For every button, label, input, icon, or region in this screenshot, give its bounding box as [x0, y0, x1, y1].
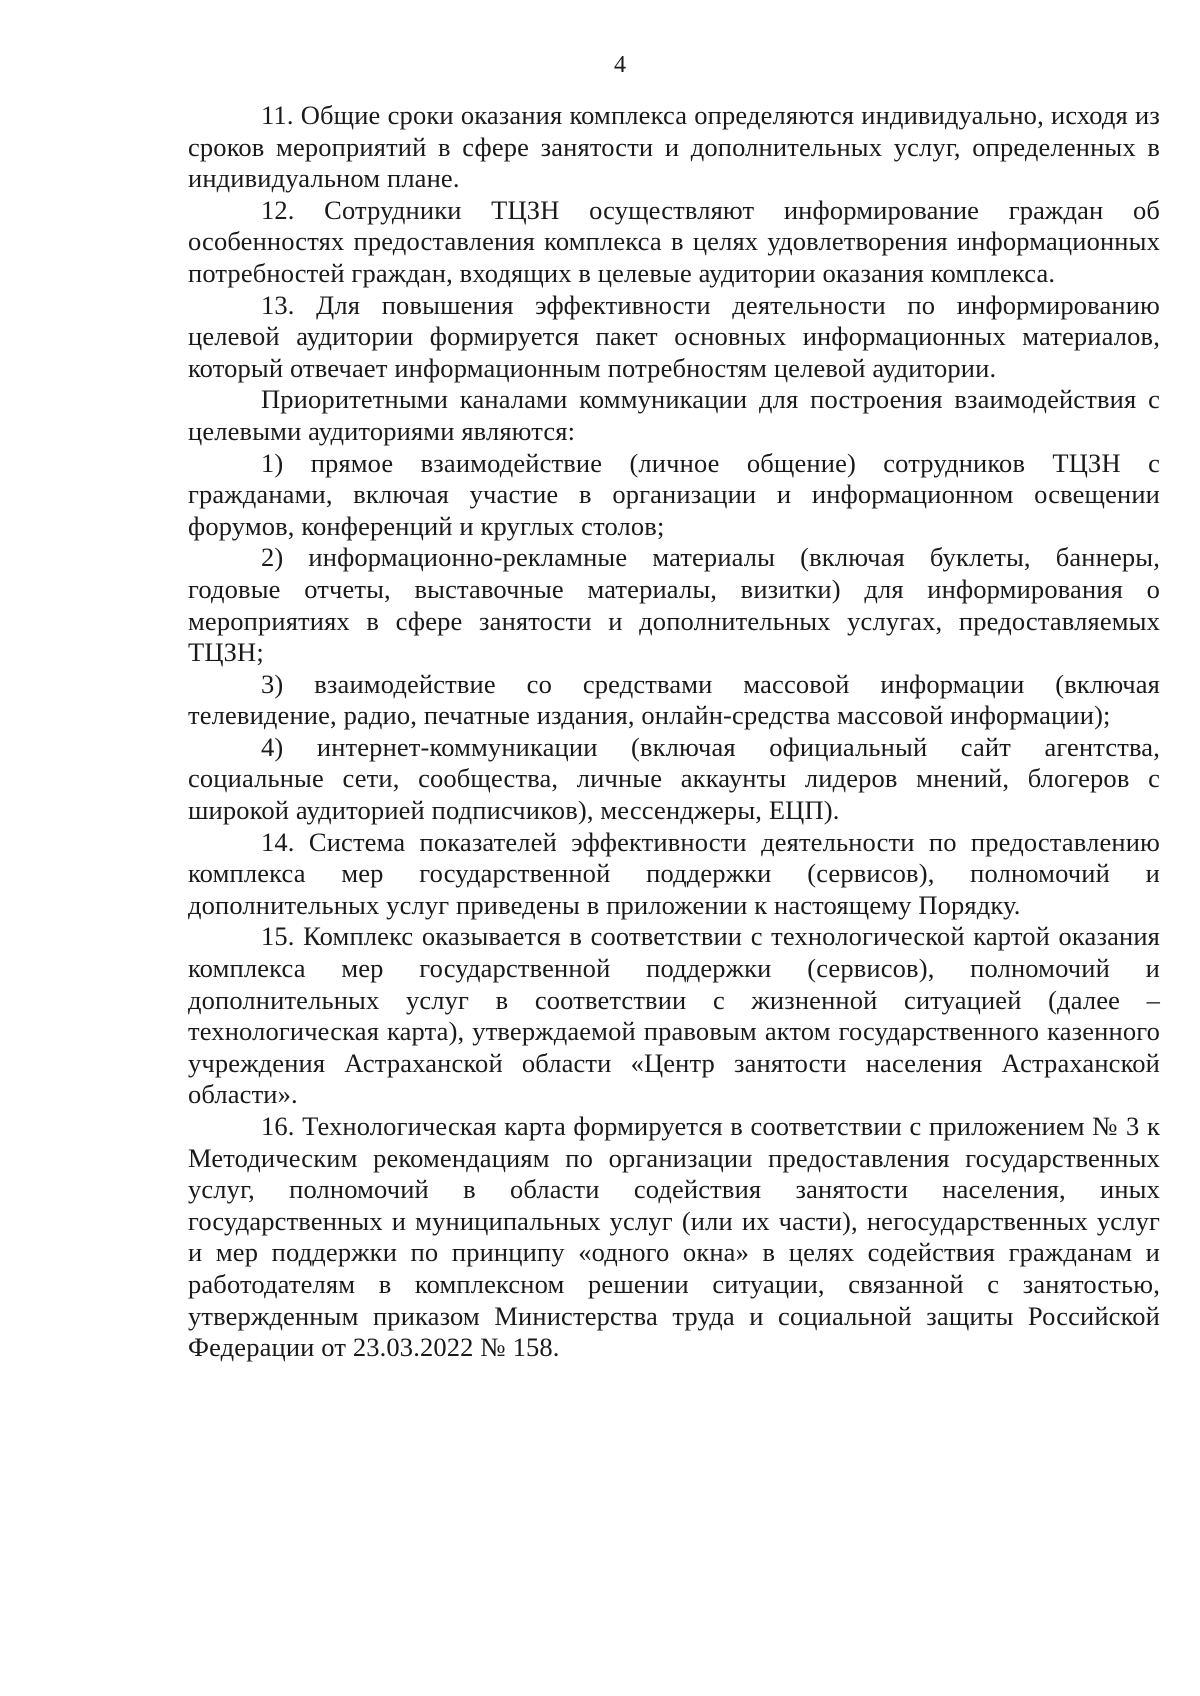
document-body — [188, 100, 1160, 1364]
paragraph-11-terms: 11. Общие сроки оказания комплекса определяются индивидуально, исходя из сроков мероприятий в сфере занятости и дополнительных услуг, определенных в индивидуальном плане. — [188, 100, 1160, 194]
page-number: 4 — [614, 52, 626, 78]
list-item-direct-interaction: 1) прямое взаимодействие (личное общение) сотрудников ТЦЗН с гражданами, включая участие в организации и информационном освещении форумов, конференций и круглых столов; — [188, 447, 1160, 541]
paragraph-16-tech-map-formation: 16. Технологическая карта формируется в соответствии с приложением № 3 к Методическим рекомендациям по организации предоставления государственных услуг, полномочий в области содействия занятости населения, иных государственных и муниципальных услуг (или их части), негосударственных услуг и мер поддержки по принципу «одного окна» в целях содействия гражданам и работодателям в комплексном решении ситуации, связанной с занятостью, утвержденным приказом Министерства труда и социальной защиты Российской Федерации от 23.03.2022 № 158. — [188, 1111, 1160, 1363]
list-item-mass-media: 3) взаимодействие со средствами массовой информации (включая телевидение, радио, печатные издания, онлайн-средства массовой информации); — [188, 668, 1160, 731]
paragraph-14-indicators: 14. Система показателей эффективности деятельности по предоставлению комплекса мер государственной поддержки (сервисов), полномочий и дополнительных услуг приведены в приложении к настоящему Порядку. — [188, 826, 1160, 920]
paragraph-15-tech-map: 15. Комплекс оказывается в соответствии с технологической картой оказания комплекса мер государственной поддержки (сервисов), полномочий и дополнительных услуг в соответствии с жизненной ситуацией (далее – технологическая карта), утверждаемой правовым актом государственного казенного учреждения Астраханской области «Центр занятости населения Астраханской области». — [188, 921, 1160, 1110]
paragraph-13-materials: 13. Для повышения эффективности деятельности по информированию целевой аудитории формируется пакет основных информационных материалов, который отвечает информационным потребностям целевой аудитории. — [188, 289, 1160, 383]
paragraph-12-informing: 12. Сотрудники ТЦЗН осуществляют информирование граждан об особенностях предоставления комплекса в целях удовлетворения информационных потребностей граждан, входящих в целевые аудитории оказания комплекса. — [188, 194, 1160, 288]
list-item-internet: 4) интернет-коммуникации (включая официальный сайт агентства, социальные сети, сообщества, личные аккаунты лидеров мнений, блогеров с широкой аудиторией подписчиков), мессенджеры, ЕЦП). — [188, 731, 1160, 826]
paragraph-priority-channels: Приоритетными каналами коммуникации для построения взаимодействия с целевыми аудиториями являются: — [188, 384, 1160, 446]
list-item-advertising-materials: 2) информационно-рекламные материалы (включая буклеты, баннеры, годовые отчеты, выставочные материалы, визитки) для информирования о мероприятиях в сфере занятости и дополнительных услугах, предоставляемых ТЦЗН; — [188, 542, 1160, 668]
